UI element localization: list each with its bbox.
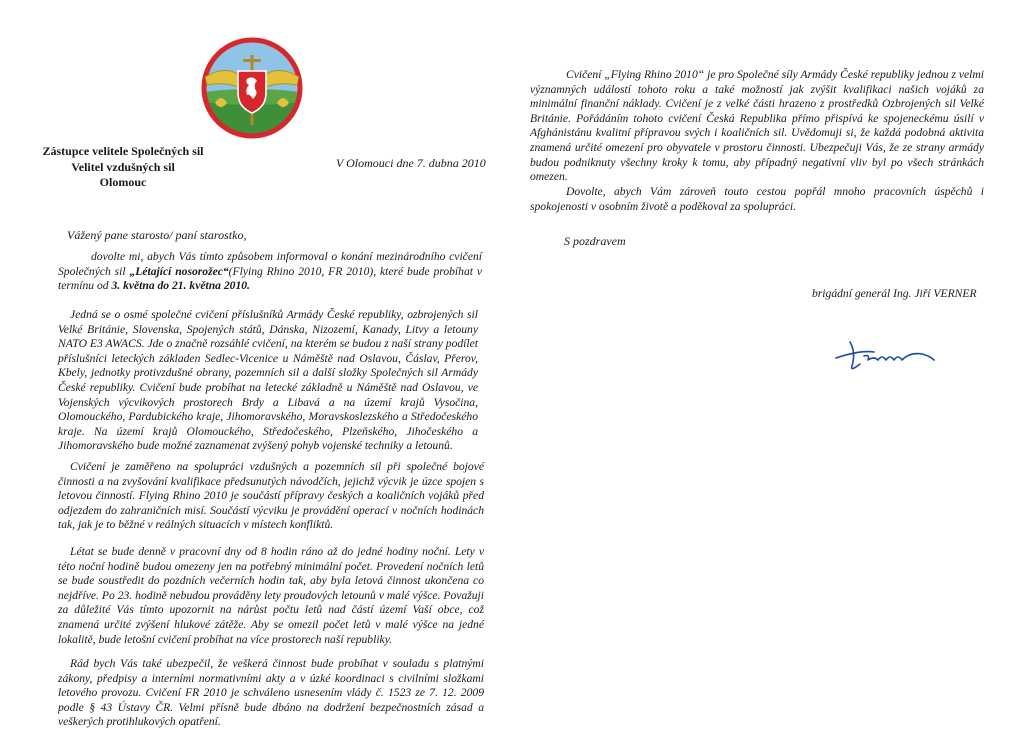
letter-date: V Olomouci dne 7. dubna 2010 [336, 156, 486, 170]
intro-lead: dovolte mi, abych Vás tímto způsobem informoval o konání mezinárodního cvičení Společných sil [58, 250, 482, 278]
sender-block [28, 144, 218, 191]
paragraph-significance: Cvičení „Flying Rhino 2010“ je pro Společné síly Armády České republiky jednou z velmi významných událostí tohoto roku a také možností jak zvýšit kvalifikaci našich vojáků za minimální finanční náklady. Cvičení je z velké části hrazeno z prostředků Ozbrojených sil Velké Británie. Pořádáním tohoto cvičení Česká Republika přímo přispívá ke spojeneckému úsilí v Afghánistánu kvalitní přípravou svých i koaličních sil. Uvědomuji si, že každá podobná aktivita znamená určité omezení pro obyvatele v prostoru činnosti. Ubezpečuji Vás, že ze strany armády budou podniknuty všechny kroky k tomu, aby případný negativní vliv byl po všech stránkách omezen. [530, 68, 984, 184]
exercise-dates: 3. května do 21. května 2010. [111, 279, 250, 293]
paragraph-compliance: Rád bych Vás také ubezpečil, že veškerá činnost bude probíhat v souladu s platnými zákony, předpisy a interními normativními akty a v úzké koordinaci s civilními složkami letového provozu. Cvičení FR 2010 je schváleno usnesením vlády č. 1523 ze 7. 12. 2009 podle § 43 Ústavy ČR. Velmi přísně bude dbáno na dodržení bezpečnostních zásad a veškerých protihlukových opatření. [58, 657, 484, 729]
paragraph-flight-times: Létat se bude denně v pracovní dny od 8 hodin ráno až do jedné hodiny noční. Lety v této noční hodině budou omezeny jen na potřebný minimální počet. Provedení nočních letů se bude soustředit do pozdních večerních hodin tak, aby byla letová činnost ukončena co nejdříve. Po 23. hodině nebudou prováděny lety proudových letounů v malé výšce. Považuji za důležité Vás tímto upozornit na nárůst počtu letů nad částí území Vaší obce, což znamená určité zvýšení hlukové zátěže. Aby se omezil počet letů v malé výšce na jedné lokalitě, bude letošní cvičení probíhat na více prostorech naší republiky. [58, 545, 484, 646]
sender-line-title: Zástupce velitele Společných sil [42, 144, 204, 158]
signatory-name: brigádní generál Ing. Jiří VERNER [812, 287, 977, 300]
intro-mid: (Flying Rhino 2010, FR 2010), které bude probíhat v termínu od [58, 264, 482, 293]
paragraph-intro [58, 250, 482, 294]
paragraph-participants: Jedná se o osmé společné cvičení příslušníků Armády České republiky, ozbrojených sil Velké Británie, Slovenska, Spojených států, Dánska, Nizozemí, Kanady, Litvy a letouny NATO E3 AWACS. Jde o značně rozsáhlé cvičení, na kterém se budou z naší strany podílet příslušníci leteckých základen Sedlec-Vicenice u Náměště nad Oslavou, Čáslav, Přerov, Kbely, jednotky protivzdušné obrany, pozemních sil a další složky Společných sil Armády České republiky. Cvičení bude probíhat na letecké základně u Náměště nad Oslavou, ve Vojenských výcvikových prostorech Brdy a Libavá a na území krajů Vysočina, Olomouckého, Pardubického kraje, Jihomoravského, Moravskoslezského a Středočeského kraje. Na území krajů Olomouckého, Středočeského, Plzeňského, Jihočeského a Jihomoravského bude možné zaznamenat zvýšený pohyb vojenské techniky a letounů. [58, 308, 478, 453]
sender-line-city: Olomouc [99, 175, 147, 189]
air-force-emblem-icon [197, 33, 307, 143]
sender-line-role: Velitel vzdušných sil [71, 159, 175, 174]
handwritten-signature-icon [830, 330, 940, 380]
salutation: Vážený pane starosto/ paní starostko, [67, 228, 247, 242]
paragraph-wishes: Dovolte, abych Vám zároveň touto cestou popřál mnoho pracovních úspěchů i spokojenosti v osobním životě a poděkoval za spolupráci. [530, 185, 984, 213]
exercise-name: „Létající nosorožec“ [129, 264, 229, 278]
closing-greeting: S pozdravem [564, 234, 626, 248]
paragraph-focus: Cvičení je zaměřeno na spolupráci vzdušných a pozemních sil při společné bojové činnosti a na zvyšování kvalifikace předsunutých návodčích, jejichž výcvik je úzce spojen s letovou činností. Flying Rhino 2010 je součástí přípravy českých a koaličních vojáků před odjezdem do zahraničních misí. Součástí výcviku je provádění operací v nočních hodinách tak, jak je to běžné v reálných situacích v místech konfliktů. [58, 460, 484, 532]
